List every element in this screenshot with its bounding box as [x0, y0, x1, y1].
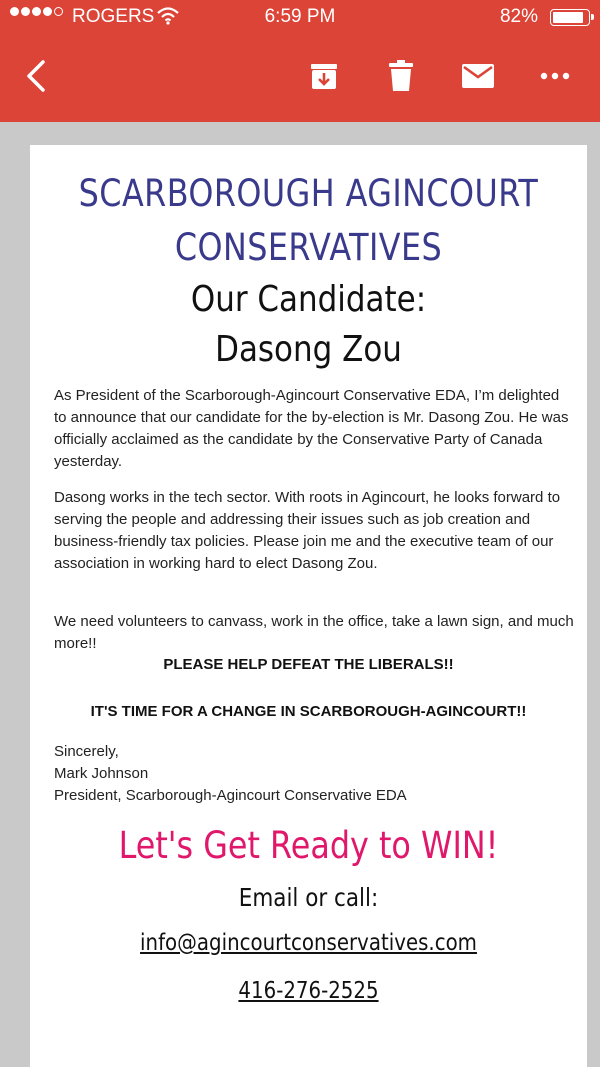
- candidate-heading: Our Candidate: Dasong Zou: [190, 279, 427, 370]
- contact-email-link[interactable]: info@agincourtconservatives.com: [140, 930, 477, 956]
- back-arrow-icon: [23, 59, 49, 93]
- contact-label: Email or call:: [238, 883, 379, 912]
- carrier-name: ROGERS: [72, 6, 155, 27]
- paragraph-announcement: As President of the Scarborough-Agincourt Conservative EDA, I’m delighted to announce that our candidate for the by-election is Mr. Dasong Zou. He was officially acclaimed as the candidate by the Conservative Party of Canada yesterday.: [54, 387, 569, 470]
- callout-change: IT'S TIME FOR A CHANGE IN SCARBOROUGH-AGINCOURT!!: [90, 703, 527, 720]
- email-body: [30, 145, 587, 1067]
- battery-icon: [550, 9, 590, 26]
- callout-defeat: PLEASE HELP DEFEAT THE LIBERALS!!: [163, 656, 454, 673]
- trash-icon: [388, 60, 414, 92]
- more-icon: [540, 72, 570, 80]
- archive-button[interactable]: [302, 54, 346, 98]
- clock-time: 6:59 PM: [264, 6, 336, 27]
- signature: Sincerely, Mark Johnson President, Scarborough-Agincourt Conservative EDA: [54, 743, 407, 804]
- app-header: [0, 0, 600, 122]
- status-bar: [0, 0, 600, 34]
- delete-button[interactable]: [379, 54, 423, 98]
- mail-icon: [461, 63, 495, 89]
- archive-icon: [309, 61, 339, 91]
- win-slogan: Let's Get Ready to WIN!: [118, 824, 499, 867]
- mark-unread-button[interactable]: [456, 54, 500, 98]
- organization-title: SCARBOROUGH AGINCOURT CONSERVATIVES: [78, 172, 539, 269]
- paragraph-volunteers: We need volunteers to canvass, work in the office, take a lawn sign, and much more!!: [54, 613, 574, 652]
- contact-phone-link[interactable]: 416-276-2525: [238, 978, 379, 1004]
- more-options-button[interactable]: [533, 54, 577, 98]
- paragraph-candidate: Dasong works in the tech sector. With roots in Agincourt, he looks forward to serving the people and addressing their issues such as job creation and business-friendly tax policies. Please join me and the executive team of our association in working hard to elect Dasong Zou.: [54, 489, 561, 572]
- back-button[interactable]: [14, 54, 58, 98]
- battery-percent: 82%: [499, 6, 538, 27]
